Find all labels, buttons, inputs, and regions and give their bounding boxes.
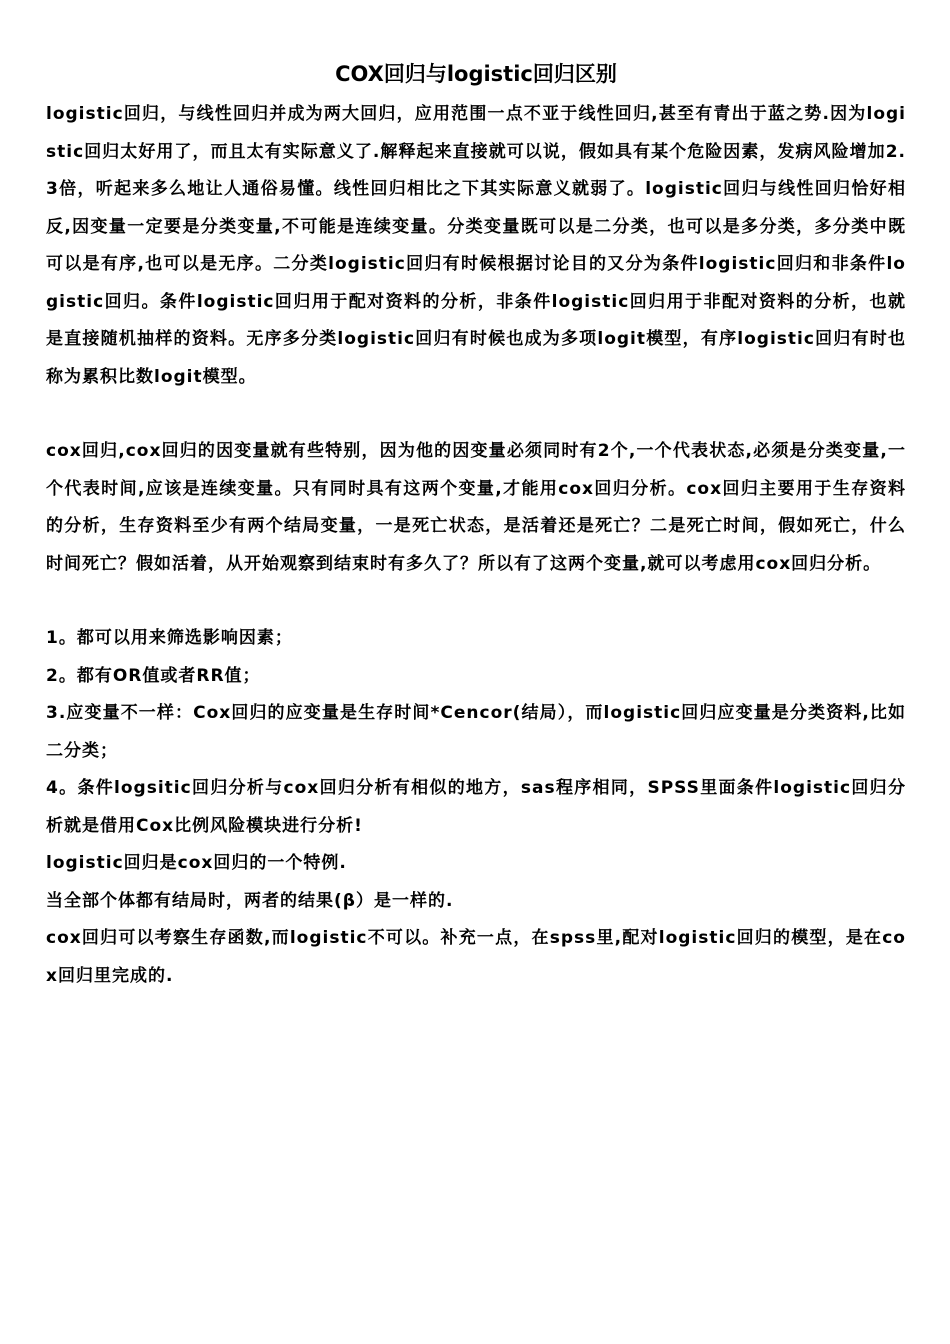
list-item: 2。都有OR值或者RR值； [46, 665, 261, 686]
list-item: 3.应变量不一样：Cox回归的应变量是生存时间*Cencor(结局），而logistic回归应变量是分类资料,比如二分类； [46, 703, 906, 761]
list-item: 4。条件logsitic回归分析与cox回归分析有相似的地方，sas程序相同，SPSS里面条件logistic回归分析就是借用Cox比例风险模块进行分析! [46, 778, 906, 836]
list-item: 当全部个体都有结局时，两者的结果(β）是一样的. [46, 890, 454, 911]
paragraph-cox: cox回归,cox回归的因变量就有些特别，因为他的因变量必须同时有2个,一个代表状态,必须是分类变量,一个代表时间,应该是连续变量。只有同时具有这两个变量,才能用cox回归分析。cox回归主要用于生存资料的分析，生存资料至少有两个结局变量，一是死亡状态，是活着还是死亡？二是死亡时间，假如死亡，什么时间死亡？假如活着，从开始观察到结束时有多久了？所以有了这两个变量,就可以考虑用cox回归分析。 [46, 441, 906, 574]
list-item: logistic回归是cox回归的一个特例. [46, 853, 347, 873]
list-item: cox回归可以考察生存函数,而logistic不可以。补充一点，在spss里,配对logistic回归的模型，是在cox回归里完成的. [46, 928, 906, 986]
list-item: 1。都可以用来筛选影响因素； [46, 628, 293, 648]
paragraph-logistic: logistic回归，与线性回归并成为两大回归，应用范围一点不亚于线性回归,甚至有青出于蓝之势.因为logistic回归太好用了，而且太有实际意义了.解释起来直接就可以说，假如具有某个危险因素，发病风险增加2.3倍，听起来多么地让人通俗易懂。线性回归相比之下其实际意义就弱了。logistic回归与线性回归恰好相反,因变量一定要是分类变量,不可能是连续变量。分类变量既可以是二分类，也可以是多分类，多分类中既可以是有序,也可以是无序。二分类logistic回归有时候根据讨论目的又分为条件logistic回归和非条件logistic回归。条件logistic回归用于配对资料的分析，非条件logistic回归用于非配对资料的分析，也就是直接随机抽样的资料。无序多分类logistic回归有时候也成为多项logit模型，有序logistic回归有时也称为累积比数logit模型。 [46, 104, 906, 387]
comparison-list [46, 620, 906, 995]
document-title: COX回归与logistic回归区别 [335, 62, 617, 86]
